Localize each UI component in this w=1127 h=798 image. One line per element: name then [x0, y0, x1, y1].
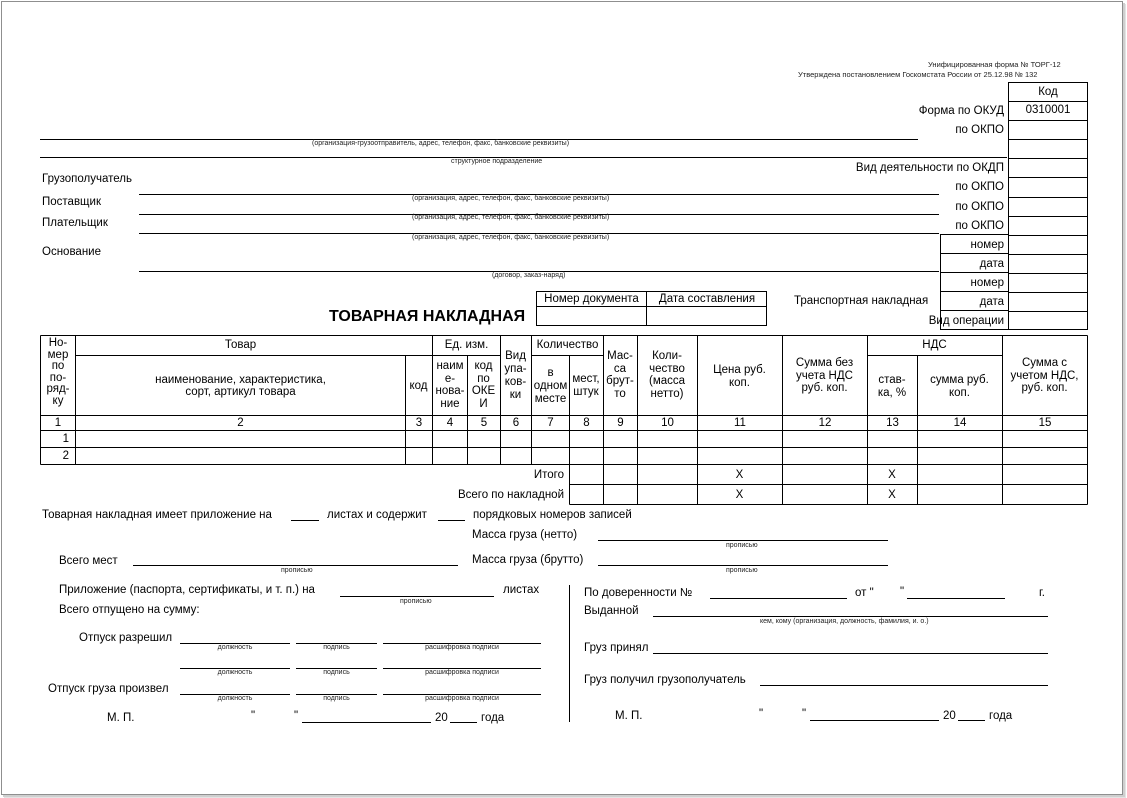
- gross-mass-label: Масса груза (брутто): [472, 554, 584, 566]
- column-number: 15: [1038, 417, 1052, 429]
- form-approval: Утверждена постановлением Госкомстата России от 25.12.98 № 132: [798, 70, 1038, 79]
- attachment-text-c: порядковых номеров записей: [473, 509, 632, 521]
- supplier-label: Поставщик: [42, 196, 101, 208]
- code-row-label: по ОКПО: [955, 201, 1004, 213]
- quote-right-2: ": [802, 708, 807, 720]
- total-places-label: Всего мест: [59, 555, 118, 567]
- cargo-received-label: Груз получил грузополучатель: [584, 674, 746, 686]
- column-number: 12: [818, 417, 832, 429]
- stamp-left: М. П.: [107, 712, 135, 724]
- supplier-caption: (организация, адрес, телефон, факс, банковские реквизиты): [412, 214, 610, 221]
- code-row-label: дата: [979, 258, 1004, 270]
- issued-line[interactable]: [653, 616, 1048, 617]
- column-number: 14: [953, 417, 967, 429]
- col-header-unit: Ед. изм.: [444, 339, 489, 351]
- col-header-quantity: Количество: [536, 339, 599, 351]
- proxy-year: г.: [1039, 587, 1045, 599]
- column-number: 10: [661, 417, 674, 429]
- column-number: 13: [886, 417, 899, 429]
- issued-caption: кем, кому (организация, должность, фамилия, и. о.): [760, 618, 929, 625]
- appendix-caption: прописью: [400, 598, 432, 605]
- column-number: 7: [547, 417, 554, 429]
- col-header-qty-places: мест, штук: [572, 373, 600, 398]
- transport-label: Транспортная накладная: [794, 295, 929, 307]
- release-made-label: Отпуск груза произвел: [48, 683, 169, 695]
- year-left-line[interactable]: [450, 722, 477, 723]
- col-header-pack: Вид упа- ков- ки: [504, 350, 527, 401]
- proxy-label: По доверенности №: [584, 587, 693, 599]
- subdivision-caption: структурное подразделение: [451, 158, 543, 165]
- col-header-goods-code: код: [409, 380, 428, 392]
- stamp-right: М. П.: [615, 710, 643, 722]
- document-title: ТОВАРНАЯ НАКЛАДНАЯ: [329, 308, 526, 325]
- signature-caption: подпись: [323, 644, 350, 651]
- column-number: 11: [734, 417, 746, 429]
- net-mass-caption: прописью: [726, 542, 758, 549]
- quote-left-1: ": [251, 710, 256, 722]
- codes-title: Код: [1038, 86, 1058, 98]
- position-caption: должность: [217, 669, 253, 676]
- cargo-accepted-label: Груз принял: [584, 642, 649, 654]
- cargo-received-line[interactable]: [760, 685, 1048, 686]
- col-header-number: Но- мер по по- ряд- ку: [46, 337, 70, 407]
- column-number: 8: [583, 417, 590, 429]
- net-mass-label: Масса груза (нетто): [472, 529, 578, 541]
- consignee-caption: (организация, адрес, телефон, факс, банковские реквизиты): [412, 195, 610, 202]
- decoding-caption: расшифровка подписи: [425, 644, 499, 651]
- appendix-label: Приложение (паспорта, сертификаты, и т. п.) на: [59, 584, 315, 596]
- year-word-left: года: [481, 712, 505, 724]
- col-header-goods: Товар: [224, 339, 257, 351]
- x-mark: X: [735, 469, 744, 481]
- gross-mass-line[interactable]: [598, 565, 888, 566]
- total-places-caption: прописью: [281, 567, 313, 574]
- col-header-sum-with-vat: Сумма с учетом НДС, руб. коп.: [1010, 357, 1079, 394]
- column-number: 6: [512, 417, 520, 429]
- code-row-label: по ОКПО: [955, 181, 1004, 193]
- col-header-vat: НДС: [922, 339, 947, 351]
- code-row-label: номер: [970, 277, 1004, 289]
- col-header-price: Цена руб. коп.: [713, 364, 766, 389]
- year-word-right: года: [989, 710, 1013, 722]
- cargo-accepted-line[interactable]: [653, 653, 1048, 654]
- row-number: 1: [62, 433, 69, 445]
- column-number: 3: [415, 417, 423, 429]
- payer-label: Плательщик: [42, 217, 108, 229]
- column-number: 9: [617, 417, 624, 429]
- date-right-line[interactable]: [810, 720, 939, 721]
- attachment-sheets-line[interactable]: [291, 520, 319, 521]
- form-name: Унифицированная форма № ТОРГ-12: [928, 60, 1061, 69]
- position-caption: должность: [217, 695, 253, 702]
- x-mark: X: [888, 489, 896, 501]
- attachment-records-line[interactable]: [438, 520, 465, 521]
- appendix-line[interactable]: [340, 596, 494, 597]
- release-allowed-label: Отпуск разрешил: [79, 632, 173, 644]
- proxy-from: от ": [855, 587, 874, 599]
- col-header-goods-name: наименование, характеристика, сорт, артикул товара: [155, 374, 326, 398]
- column-number: 2: [237, 417, 244, 429]
- signature-caption: подпись: [323, 695, 350, 702]
- footer-divider: [569, 585, 570, 722]
- basis-label: Основание: [42, 246, 101, 258]
- column-number: 5: [480, 417, 488, 429]
- released-sum-label: Всего отпущено на сумму:: [59, 604, 200, 616]
- quote-left-2: ": [294, 710, 299, 722]
- consignee-label: Грузополучатель: [42, 173, 132, 185]
- code-row-label: Вид операции: [928, 315, 1004, 327]
- total-label: Итого: [533, 469, 564, 481]
- basis-caption: (договор, заказ-наряд): [492, 272, 566, 279]
- code-row-label: по ОКПО: [955, 220, 1004, 232]
- x-mark: X: [888, 469, 896, 481]
- position-caption: должность: [217, 644, 253, 651]
- net-mass-line[interactable]: [598, 540, 888, 541]
- year-right-line[interactable]: [958, 720, 985, 721]
- code-value[interactable]: 0310001: [1025, 104, 1071, 116]
- row-number: 2: [62, 450, 69, 462]
- column-number: 4: [446, 417, 454, 429]
- proxy-quote: ": [900, 586, 905, 598]
- col-header-vat-sum: сумма руб. коп.: [930, 374, 989, 399]
- code-row-label: дата: [979, 296, 1004, 308]
- quote-right-1: ": [759, 708, 764, 720]
- code-row-label: Форма по ОКУД: [918, 105, 1004, 117]
- col-header-unit-okei: код по ОКЕ И: [471, 360, 496, 410]
- column-number: 1: [54, 417, 62, 429]
- shipper-caption: (организация-грузоотправитель, адрес, телефон, факс, банковские реквизиты): [312, 140, 570, 147]
- col-header-sum-no-vat: Сумма без учета НДС руб. коп.: [795, 357, 854, 394]
- col-header-gross: Мас- са брут- то: [606, 350, 634, 400]
- col-header-unit-name: наим е- нова- ние: [435, 360, 465, 410]
- code-row-label: Вид деятельности по ОКДП: [855, 162, 1004, 174]
- date-left-line[interactable]: [302, 722, 431, 723]
- doc-number-label: Номер документа: [544, 293, 639, 305]
- col-header-net: Коли- чество (масса нетто): [648, 350, 686, 400]
- doc-date-label: Дата составления: [658, 293, 756, 305]
- year-left: 20: [435, 712, 448, 724]
- attachment-text-a: Товарная накладная имеет приложение на: [42, 509, 272, 521]
- x-mark: X: [735, 489, 744, 501]
- gross-mass-caption: прописью: [726, 567, 758, 574]
- decoding-caption: расшифровка подписи: [425, 669, 499, 676]
- code-row-label: номер: [970, 239, 1004, 251]
- payer-caption: (организация, адрес, телефон, факс, банковские реквизиты): [412, 234, 610, 241]
- proxy-date-line[interactable]: [907, 598, 1005, 599]
- col-header-vat-rate: став- ка, %: [877, 374, 907, 399]
- total-places-line[interactable]: [133, 565, 458, 566]
- decoding-caption: расшифровка подписи: [425, 695, 499, 702]
- col-header-qty-one-place: в одном месте: [533, 367, 568, 405]
- year-right: 20: [943, 710, 956, 722]
- attachment-text-b: листах и содержит: [327, 509, 427, 521]
- code-row-label: по ОКПО: [955, 124, 1004, 136]
- appendix-sheets: листах: [503, 584, 540, 596]
- grand-total-label: Всего по накладной: [457, 489, 564, 501]
- signature-caption: подпись: [323, 669, 350, 676]
- issued-label: Выданной: [584, 605, 639, 617]
- proxy-number-line[interactable]: [710, 598, 847, 599]
